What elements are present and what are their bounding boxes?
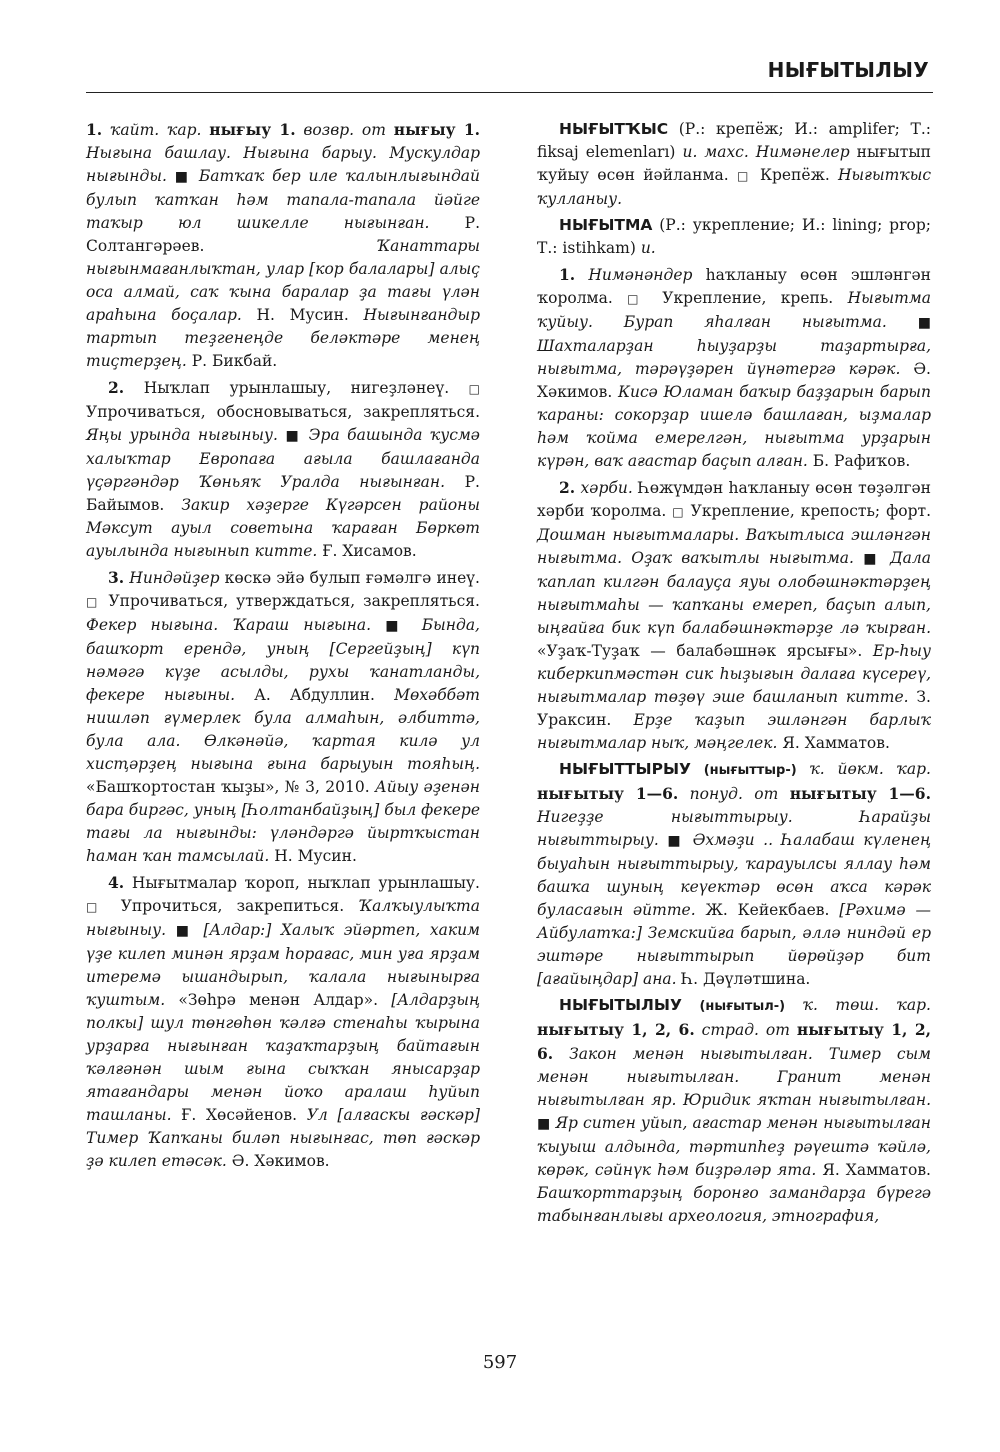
citation-author: Р. Байымов. xyxy=(86,473,480,514)
citation-author: Н. Мусин. xyxy=(256,306,349,324)
citation-author: Ә. Хәкимов. xyxy=(537,360,931,401)
citation-marker-icon: ■ xyxy=(285,428,302,444)
grammar-label: хәрби. xyxy=(580,479,633,497)
entry-nygytylyu xyxy=(537,994,931,1228)
definition-italic: Нимәнелер xyxy=(755,143,850,161)
russian-translation: Укрепление, крепь. xyxy=(662,289,834,307)
russian-translation: Упрочиться, закрепиться. xyxy=(120,897,345,915)
grammar-label: возвр. от xyxy=(303,121,386,139)
citation: [Алдар:] Халыҡ эйәртеп, хаким үҙе килеп минән ярҙам һорағас, мин уға ярҙам итеремә ышандырып, ҡалала нығынырға ҡуштым. xyxy=(86,921,480,1009)
entry-nygytma xyxy=(537,214,931,260)
usage-examples: Нығына башлау. Нығына барыу. Мускулдар нығынды. xyxy=(86,144,480,185)
citation-author: Ғ. Хисамов. xyxy=(322,542,417,560)
citation-author: Я. Хамматов. xyxy=(822,1161,931,1179)
definition: көскә эйә булып ғәмәлгә инеү. xyxy=(224,569,480,587)
russian-translation: Упрочиваться, утверждаться, закрепляться. xyxy=(108,592,480,610)
russian-translation: Укрепление, крепость; форт. xyxy=(690,502,931,520)
sense-number: 3. xyxy=(108,568,125,587)
citation-author: А. Абдуллин. xyxy=(254,686,375,704)
definition: Һөжүмдән һаҡланыу өсөн төҙәлгән хәрби ҡоролма. xyxy=(537,479,931,520)
citation: Эра башында ҡусмә халыҡтар Европаға ағыла башлағанда үҫәргәндәр Ҡөньяҡ Уралда нығынған. xyxy=(86,426,480,491)
citation: Ҡанаттары нығынмағанлыҡтан, улар [кор балалары] алыҫ оса алмай, саҡ ҡына баралар ҙа тағы үлән араһына боҫалар. xyxy=(86,237,480,324)
citation-author: Б. Рафиҡов. xyxy=(812,452,911,470)
citation-marker-icon: ■ xyxy=(863,551,881,567)
entry-nygytma-sense-2 xyxy=(537,476,931,755)
translation-marker-icon: □ xyxy=(627,292,648,306)
grammar-label: ҡ. төш. ҡар. xyxy=(802,996,931,1014)
citation: Айыу әҙенән бара биргәс, уның [Һолтанбайҙың] был фекере тағы ла нығынды: үләндәргә йыртҡыстан һаман ҡан тамсылай. xyxy=(86,778,480,865)
citation: Бында, башҡорт ерендә, уның [Сергейҙың] күп нәмәгә күҙе асылды, рухы ҡанатланды, фекере нығыны. xyxy=(86,616,480,704)
sense-1 xyxy=(86,118,480,373)
citation-author: «Зөһрә менән Алдар». xyxy=(178,991,379,1009)
entry-nygytkys xyxy=(537,118,931,211)
sense-number: 4. xyxy=(108,873,125,892)
usage-examples: Закон менән нығытылған. Тимер сым менән нығытылған. Гранит менән нығытылған яр. Юридик яҡтан нығытылған. xyxy=(537,1045,931,1109)
citation-author: Р. Бикбай. xyxy=(191,352,278,370)
citation: Мөхәббәт нишләп ғүмерлек була алмаһын, әлбиттә, була ала. Өлкәнәйә, ҡартая килә ул хисҭәрҙең нығына ғына барыуын тояһың. xyxy=(86,686,480,773)
entry-nygytma-sense-1 xyxy=(537,263,931,473)
usage-examples: Яңы урында нығыныу. xyxy=(86,426,278,444)
citation: Яр ситен уйып, ағастар менән нығытылған ҡыуыш алдында, тәртипһеҙ рәүештә ҡәйлә, көрәк, сәйнүк һәм биҙрәләр ята. xyxy=(537,1114,931,1179)
grammar-label: ҡ. йөкм. ҡар. xyxy=(809,760,931,778)
citation: [Рәхимә — Айбулатҡа:] Земскийға барып, әллә ниндәй ер эштәре нығыттырып йөрөйҙәр бит [ағайыңдар] ана. xyxy=(537,901,931,988)
definition: Ныҡлап урынлашыу, нигеҙләнеү. xyxy=(143,379,450,397)
russian-translation: Упрочиваться, обосновываться, закрепляться. xyxy=(86,403,480,421)
citation-marker-icon: ■ xyxy=(537,1116,551,1132)
citation-author: Н. Мусин. xyxy=(274,847,357,865)
citation-marker-icon: ■ xyxy=(667,833,685,849)
translation-marker-icon: □ xyxy=(86,900,107,914)
translation-marker-icon: □ xyxy=(468,382,480,396)
translation-marker-icon: □ xyxy=(737,169,752,183)
usage-examples: Нығытма ҡуйыу. Бурап яһалған нығытма. xyxy=(537,289,931,331)
sense-3 xyxy=(86,566,480,868)
citation-author: «Башҡортостан ҡыҙы», № 3, 2010. xyxy=(86,778,370,796)
right-column xyxy=(537,118,931,1231)
cross-reference: нығытыу 1—6. xyxy=(789,784,931,803)
citation-marker-icon: ■ xyxy=(917,315,932,331)
usage-examples: Фекер нығына. Ҡараш нығына. xyxy=(86,616,372,634)
citation: [Алдарҙың полкы] шул төнгөһөн ҡәлғә стенаһы ҡырына урҙарға нығынған ҡаҙаҡтарҙың байтағын ҡәлғәнән шым ғына сыҡҡан янысарҙар ятағандары менән йоҡо аралаш һуйып ташланы. xyxy=(86,991,480,1124)
citation: Әхмәҙи .. Һалабаш күленең быуаһын нығыттырыу, ҡарауылсы яллау һәм башҡа шуның кеүектәр өсөн аҡса кәрәк буласағын әйтте. xyxy=(537,831,931,919)
grammar-label: и. махс. xyxy=(682,143,749,161)
running-header xyxy=(86,56,933,93)
grammar-label: и. xyxy=(640,239,656,257)
header-title: НЫҒЫТЫЛЫУ xyxy=(767,58,929,82)
sense-4 xyxy=(86,871,480,1173)
grammar-label: ҡайт. ҡар. xyxy=(110,121,202,139)
stem-form: (нығытыл-) xyxy=(699,999,786,1014)
citation: Ул [алғаскы ғәскәр] Тимер Ҡапҡаны биләп нығынғас, төп ғәскәр ҙә килеп етәсәк. xyxy=(86,1106,480,1170)
headword: НЫҒЫТМА xyxy=(559,216,653,234)
headword: НЫҒЫТТЫРЫУ xyxy=(559,760,691,778)
citation: Закир хәҙерге Күгәрсен районы Мәкcут ауыл советына ҡараған Бөркөт ауылында нығынып китте. xyxy=(86,496,480,560)
definition-italic: Ниндәйҙер xyxy=(129,569,220,587)
stem-form: (нығыттыр-) xyxy=(703,763,797,778)
citation: Батҡаҡ бер иле ҡалынлығындай булып ҡатҡан һәм тапала-тапала йәйге таҡыр юл шикелле нығынған. xyxy=(86,167,480,232)
definition: һаҡланыу өсөн эшләнгән ҡоролма. xyxy=(537,266,931,307)
translation-marker-icon: □ xyxy=(672,505,685,519)
usage-examples: Дошман нығытмалары. Ваҡытлыса эшләнгән нығытма. Оҙаҡ ваҡытлы нығытма. xyxy=(537,526,931,567)
translation-marker-icon: □ xyxy=(86,595,101,609)
language-equivalents: (Р.: крепёж; И.: amplifer; Т.: fiksaj elemenları) xyxy=(537,120,931,161)
sense-number: 1. xyxy=(559,265,576,284)
page-number: 597 xyxy=(482,1352,518,1373)
definition: Нығытмалар ҡороп, ныҡлап урынлашыу. xyxy=(131,874,480,892)
cross-reference: нығыу 1. xyxy=(393,120,481,139)
sense-number: 2. xyxy=(108,378,125,397)
citation-marker-icon: ■ xyxy=(174,169,191,185)
usage-examples: Нигеҙҙе нығыттырыу. Һарайҙы нығыттырыу. xyxy=(537,808,931,849)
usage-examples: Нығытҡыс ҡулланыу. xyxy=(537,166,932,208)
citation-author: Р. Солтангәрәев. xyxy=(86,214,480,255)
citation-author: «Уҙаҡ-Туҙаҡ — балабәшнәк ярсығы». xyxy=(537,642,863,660)
definition: нығытып ҡуйыу өсөн йәйланма. xyxy=(537,143,931,184)
citation-author: Ж. Кейекбаев. xyxy=(705,901,830,919)
citation-author: Һ. Дәүләтшина. xyxy=(681,970,811,988)
entry-nygyttyryu xyxy=(537,758,931,991)
citation: Ер-һыу киберкипмәстән сик һыҙығын далаға күсереү, нығытмалар төҙөү эше башланып китте. xyxy=(537,642,931,706)
usage-examples: Ҡалҡыулыҡта нығыныу. xyxy=(86,897,480,939)
citation-marker-icon: ■ xyxy=(385,618,408,634)
sense-number: 1. xyxy=(86,120,103,139)
citation: Дала ҡаплап килгән балауҫа яуы олобәшнәктәрҙең нығытмаһы — ҡапҡаны емереп, баҫып алып, ыңғайға бик күп балабәшнәктәрҙе лә ҡырған. xyxy=(537,549,931,637)
citation: Кисә Юламан баҡыр баҙҙарын барып ҡараны: сокорҙар ишелә башлаған, ыҙмалар һәм ҡойма емерелгән, нығытма урҙарын күрән, ваҡ ағастар баҫып алған. xyxy=(537,383,931,470)
headword: НЫҒЫТҠЫС xyxy=(559,120,669,138)
cross-reference: нығытыу 1, 2, 6. xyxy=(537,1020,695,1039)
cross-reference: нығытыу 1, 2, 6. xyxy=(537,1020,932,1063)
language-equivalents: (Р.: укрепление; И.: lining; prop; Т.: istihkam) xyxy=(537,216,931,257)
left-column xyxy=(86,118,480,1176)
grammar-label: страд. от xyxy=(701,1021,790,1039)
definition-italic: Нимәнәндер xyxy=(588,266,693,284)
grammar-label: понуд. от xyxy=(689,785,779,803)
citation-author: Я. Хамматов. xyxy=(782,734,890,752)
citation-author: Ә. Хәкимов. xyxy=(231,1152,330,1170)
sense-2 xyxy=(86,376,480,563)
russian-translation: Крепёж. xyxy=(759,166,830,184)
citation: Башҡорттарҙың боронғо замандарҙа бүрегә табынғанлығы археология, этнография, xyxy=(537,1184,931,1225)
cross-reference: нығытыу 1—6. xyxy=(537,784,679,803)
citation: Шахталарҙан һыуҙарҙы таҙартырға, нығытма, тәрәүҙәрен йүнәтергә кәрәк. xyxy=(537,337,931,378)
citation: Нығынғандыр тартып теҙгенеңде беләктәре менең тиҫтерҙең. xyxy=(86,306,480,370)
citation-author: З. Ураксин. xyxy=(537,688,931,729)
sense-number: 2. xyxy=(559,478,576,497)
cross-reference: нығыу 1. xyxy=(209,120,296,139)
headword: НЫҒЫТЫЛЫУ xyxy=(559,996,682,1014)
citation-marker-icon: ■ xyxy=(175,923,194,939)
citation-author: Ғ. Хөсәйенов. xyxy=(181,1106,298,1124)
citation: Ерҙе ҡаҙып эшләнгән барлыҡ нығытмалар ныҡ, мәңгелек. xyxy=(537,711,931,752)
